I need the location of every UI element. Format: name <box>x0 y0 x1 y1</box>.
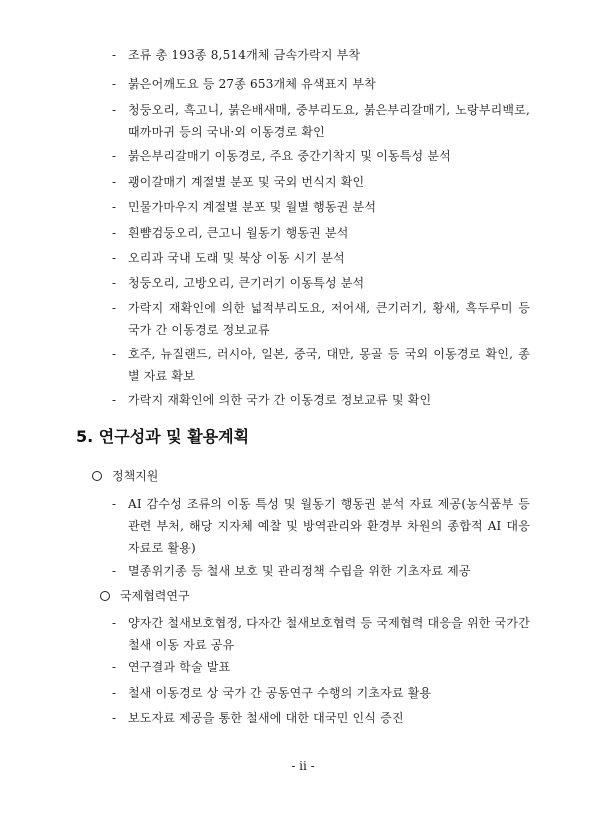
list-item-text: 철새 이동경로 상 국가 간 공동연구 수행의 기초자료 활용 <box>128 686 432 700</box>
dash-marker: - <box>112 276 117 290</box>
dash-marker: - <box>112 711 117 725</box>
list-item <box>112 247 530 269</box>
dash-marker: - <box>112 226 117 240</box>
list-item-text: 민물가마우지 계절별 분포 및 월별 행동권 분석 <box>128 200 377 214</box>
dash-marker: - <box>112 149 117 163</box>
list-item-text: 호주, 뉴질랜드, 러시아, 일본, 중국, 대만, 몽골 등 국외 이동경로 확인, 종별 자료 확보 <box>128 347 530 383</box>
list-item-text: 오리과 국내 도래 및 북상 이동 시기 분석 <box>128 251 345 265</box>
dash-marker: - <box>112 393 117 407</box>
dash-marker: - <box>112 251 117 265</box>
list-item <box>112 171 530 193</box>
list-item-text: 흰뺨검둥오리, 큰고니 월동기 행동권 분석 <box>128 226 349 240</box>
list-item-text: 가락지 재확인에 의한 넓적부리도요, 저어새, 큰기러기, 황새, 흑두루미 등 국가 간 이동경로 정보교류 <box>128 301 530 337</box>
subsection-intl <box>100 585 190 607</box>
list-item <box>112 707 530 729</box>
subsection-title: 국제협력연구 <box>120 589 190 603</box>
list-item <box>112 682 530 704</box>
list-item-text: 보도자료 제공을 통한 철새에 대한 대국민 인식 증진 <box>128 711 404 725</box>
list-item-text: 청둥오리, 고방오리, 큰기러기 이동특성 분석 <box>128 276 365 290</box>
list-item <box>112 222 530 244</box>
list-item <box>112 560 530 582</box>
list-item-text: 청둥오리, 흑고니, 붉은배새매, 중부리도요, 붉은부리갈매기, 노랑부리백로, 때까마귀 등의 국내·외 이동경로 확인 <box>128 103 530 139</box>
dash-marker: - <box>112 301 117 315</box>
dash-marker: - <box>112 77 117 91</box>
list-item <box>112 272 530 294</box>
dash-marker: - <box>112 347 117 361</box>
list-item-text: 조류 총 193종 8,514개체 금속가락지 부착 <box>128 48 361 62</box>
list-item-text: 가락지 재확인에 의한 국가 간 이동경로 정보교류 및 확인 <box>128 393 432 407</box>
list-item <box>112 297 530 341</box>
list-item <box>112 73 530 95</box>
dash-marker: - <box>112 564 117 578</box>
dash-marker: - <box>112 48 117 62</box>
list-item-text: 연구결과 학술 발표 <box>128 660 231 674</box>
list-item <box>112 389 530 411</box>
list-item <box>112 196 530 218</box>
dash-marker: - <box>112 616 117 630</box>
list-item-text: 붉은부리갈매기 이동경로, 주요 중간기착지 및 이동특성 분석 <box>128 149 451 163</box>
list-item <box>112 44 530 66</box>
dash-marker: - <box>112 175 117 189</box>
list-item-text: AI 감수성 조류의 이동 특성 및 월동기 행동권 분석 자료 제공(농식품부 등 관련 부처, 해당 지자체 예찰 및 방역관리와 환경부 차원의 종합적 AI 대응 자료로 활용) <box>128 497 530 555</box>
dash-marker: - <box>112 200 117 214</box>
list-item-text: 멸종위기종 등 철새 보호 및 관리정책 수립을 위한 기초자료 제공 <box>128 564 471 578</box>
list-item-text: 붉은어깨도요 등 27종 653개체 유색표지 부착 <box>128 77 376 91</box>
dash-marker: - <box>112 103 117 117</box>
list-item <box>112 145 530 167</box>
list-item-text: 양자간 철새보호협정, 다자간 철새보호협력 등 국제협력 대응을 위한 국가간 철새 이동 자료 공유 <box>128 616 530 652</box>
dash-marker: - <box>112 497 117 511</box>
list-item <box>112 612 530 656</box>
page-number: - ii - <box>291 759 315 773</box>
list-item <box>112 493 530 559</box>
list-item <box>112 343 530 387</box>
dash-marker: - <box>112 660 117 674</box>
section-heading: 5. 연구성과 및 활용계획 <box>76 427 250 446</box>
dash-marker: - <box>112 686 117 700</box>
subsection-title: 정책지원 <box>112 469 159 483</box>
circle-bullet-icon <box>100 591 110 601</box>
circle-bullet-icon <box>92 471 102 481</box>
list-item-text: 괭이갈매기 계절별 분포 및 국외 번식지 확인 <box>128 175 365 189</box>
subsection-policy <box>92 465 158 487</box>
list-item <box>112 656 530 678</box>
list-item <box>112 99 530 143</box>
